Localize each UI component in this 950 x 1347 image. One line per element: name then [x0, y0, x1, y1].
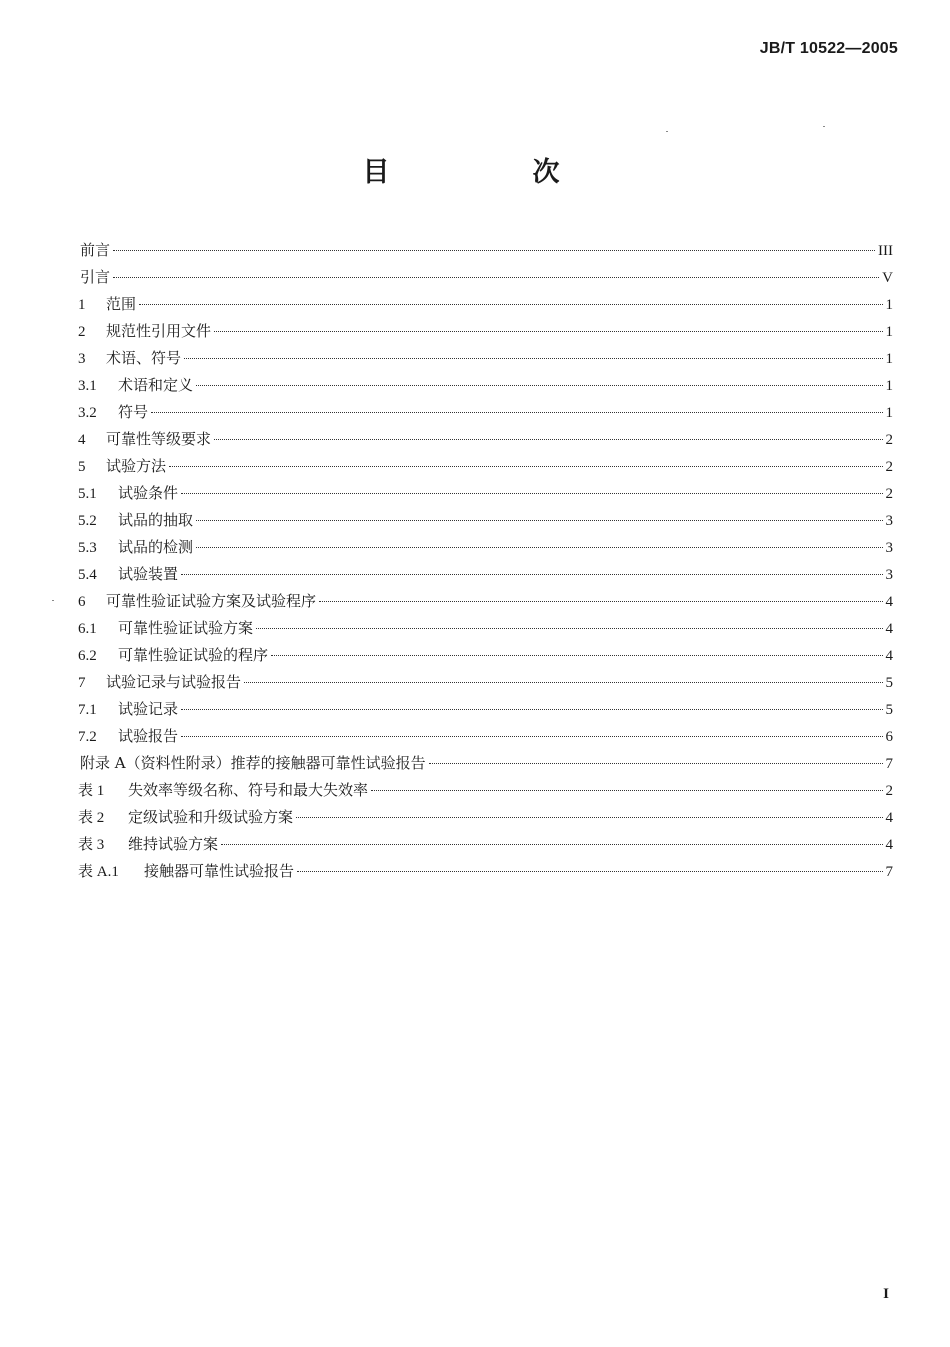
toc-entry [78, 318, 893, 345]
toc-entry-page: 2 [885, 432, 893, 448]
toc-entry [78, 642, 893, 669]
toc-leader-dots [319, 601, 882, 602]
toc-entry-title: 接触器可靠性试验报告 [144, 862, 295, 880]
toc-entry [78, 561, 893, 588]
toc-entry-number: 2 [78, 324, 86, 340]
toc-leader-dots [214, 439, 882, 440]
toc-entry-number: 5.2 [78, 513, 97, 529]
toc-entry-title: 维持试验方案 [128, 835, 219, 853]
toc-entry-number: 3 [78, 351, 86, 367]
toc-entry-title: 规范性引用文件 [106, 322, 212, 340]
toc-entry [78, 750, 893, 777]
toc-entry-title: 试验装置 [118, 565, 179, 583]
toc-entry-page: 4 [885, 648, 893, 664]
toc-entry-title: 试品的检测 [118, 538, 194, 556]
toc-entry-page: 1 [885, 324, 893, 340]
toc-entry-title: 定级试验和升级试验方案 [128, 808, 294, 826]
toc-entry [78, 858, 893, 885]
toc-leader-dots [181, 574, 882, 575]
page-number: I [883, 1286, 889, 1302]
toc-leader-dots [169, 466, 882, 467]
toc-entry-page: 7 [885, 864, 893, 880]
toc-leader-dots [196, 547, 882, 548]
toc-leader-dots [221, 844, 882, 845]
toc-leader-dots [244, 682, 882, 683]
toc-leader-dots [181, 493, 882, 494]
toc-entry-number: 3.2 [78, 405, 97, 421]
toc-leader-dots [214, 331, 882, 332]
toc-entry-number: 5 [78, 459, 86, 475]
toc-entry-title: 术语和定义 [118, 376, 194, 394]
toc-entry-number: 表 A.1 [78, 864, 119, 880]
toc-leader-dots [139, 304, 882, 305]
toc-entry [78, 480, 893, 507]
toc-entry-title: 可靠性等级要求 [106, 430, 212, 448]
toc-entry-number: 6 [78, 594, 86, 610]
toc-entry-title: 试验条件 [118, 484, 179, 502]
toc-leader-dots [256, 628, 882, 629]
toc-entry [78, 372, 893, 399]
toc-entry [78, 453, 893, 480]
toc-entry-title: 术语、符号 [106, 349, 182, 367]
toc-entry-title: 可靠性验证试验方案 [118, 619, 254, 637]
toc-entry-number: 1 [78, 297, 86, 313]
toc-entry-page: 5 [885, 675, 893, 691]
toc-leader-dots [371, 790, 882, 791]
toc-entry-number: 6.1 [78, 621, 97, 637]
toc-leader-dots [271, 655, 882, 656]
toc-entry-number: 表 2 [78, 810, 105, 826]
toc-leader-dots [196, 520, 882, 521]
scan-speck [823, 126, 825, 127]
toc-entry-title: 试验报告 [118, 727, 179, 745]
toc-entry-number: 7.2 [78, 729, 97, 745]
toc-entry-number: 表 1 [78, 783, 105, 799]
toc-entry-number: 5.4 [78, 567, 97, 583]
toc-leader-dots [429, 763, 883, 764]
toc-entry [78, 615, 893, 642]
toc-title: 目 次 [362, 157, 618, 188]
toc-entry [78, 291, 893, 318]
toc-entry [78, 588, 893, 615]
toc-entry-number: 7.1 [78, 702, 97, 718]
toc-entry [78, 669, 893, 696]
toc-entry [78, 507, 893, 534]
toc-entry [78, 831, 893, 858]
toc-entry-title: 试验记录与试验报告 [106, 673, 242, 691]
toc-entry-page: 5 [885, 702, 893, 718]
scan-speck [52, 600, 54, 601]
toc-entry-page: III [878, 243, 893, 259]
toc-entry [78, 696, 893, 723]
toc-entry [78, 777, 893, 804]
toc-entry [78, 264, 893, 291]
toc-leader-dots [181, 736, 882, 737]
toc-entry-page: 1 [885, 378, 893, 394]
toc-entry-page: 2 [885, 459, 893, 475]
toc-entry-title: 引言 [80, 268, 111, 286]
toc-entry-title: 范围 [106, 295, 137, 313]
toc-entry-page: 4 [885, 837, 893, 853]
table-of-contents [78, 237, 893, 885]
toc-entry-page: 4 [885, 594, 893, 610]
toc-entry-title: 前言 [80, 241, 111, 259]
toc-entry-title: 附录 A（资料性附录）推荐的接触器可靠性试验报告 [80, 754, 426, 772]
toc-entry-title: 试验方法 [106, 457, 167, 475]
toc-entry [78, 723, 893, 750]
toc-entry-title: 试品的抽取 [118, 511, 194, 529]
toc-leader-dots [296, 817, 882, 818]
toc-entry-page: 3 [885, 513, 893, 529]
toc-entry-page: V [882, 270, 893, 286]
toc-entry-page: 4 [885, 810, 893, 826]
toc-entry-page: 6 [885, 729, 893, 745]
toc-leader-dots [113, 250, 875, 251]
toc-entry-number: 6.2 [78, 648, 97, 664]
toc-entry-number: 5.1 [78, 486, 97, 502]
standard-code: JB/T 10522—2005 [759, 40, 898, 57]
toc-entry-page: 3 [885, 567, 893, 583]
toc-entry [78, 237, 893, 264]
toc-entry-page: 4 [885, 621, 893, 637]
toc-leader-dots [184, 358, 882, 359]
toc-entry-number: 表 3 [78, 837, 105, 853]
toc-entry-page: 2 [885, 783, 893, 799]
toc-entry-title: 可靠性验证试验方案及试验程序 [106, 592, 317, 610]
toc-entry-title: 失效率等级名称、符号和最大失效率 [128, 781, 369, 799]
toc-entry-title: 符号 [118, 403, 149, 421]
toc-entry-number: 4 [78, 432, 86, 448]
toc-entry-page: 1 [885, 405, 893, 421]
toc-entry [78, 534, 893, 561]
toc-leader-dots [113, 277, 879, 278]
toc-entry [78, 345, 893, 372]
toc-entry-number: 7 [78, 675, 86, 691]
toc-entry-page: 2 [885, 486, 893, 502]
toc-entry-page: 7 [885, 756, 893, 772]
toc-entry [78, 399, 893, 426]
toc-entry-page: 1 [885, 351, 893, 367]
toc-leader-dots [297, 871, 882, 872]
toc-entry-page: 3 [885, 540, 893, 556]
toc-entry-title: 试验记录 [118, 700, 179, 718]
toc-entry-number: 3.1 [78, 378, 97, 394]
toc-entry [78, 426, 893, 453]
toc-leader-dots [181, 709, 882, 710]
scan-speck [666, 131, 668, 132]
toc-leader-dots [196, 385, 882, 386]
toc-entry-number: 5.3 [78, 540, 97, 556]
toc-entry-title: 可靠性验证试验的程序 [118, 646, 269, 664]
toc-entry [78, 804, 893, 831]
toc-leader-dots [151, 412, 882, 413]
toc-entry-page: 1 [885, 297, 893, 313]
